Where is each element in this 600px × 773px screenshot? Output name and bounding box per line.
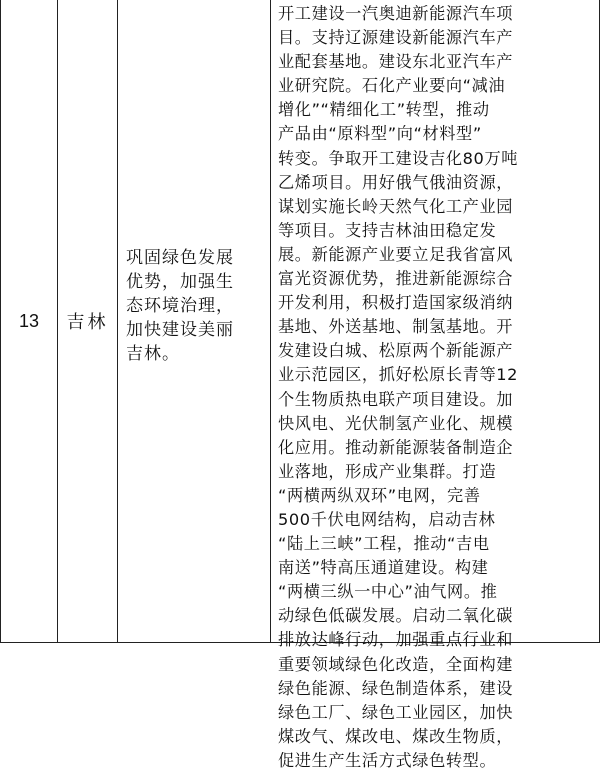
measure-line: 增化”“精细化工”转型，推动	[278, 100, 490, 120]
measure-line: 等项目。支持吉林油田稳定发	[278, 220, 497, 240]
measure-line: 业示范园区，抓好松原长青等12	[278, 365, 519, 385]
measure-line: 快风电、光伏制氢产业化、规模	[278, 413, 514, 433]
measure-line: 业研究院。石化产业要向“减油	[278, 76, 506, 96]
goal-line: 加快建设美丽	[126, 320, 234, 340]
province-name: 吉林	[66, 312, 109, 333]
measure-line: 排放达峰行动，加强重点行业和	[278, 630, 514, 650]
measure-line: 开工建设一汽奥迪新能源汽车项	[278, 4, 514, 23]
measure-line: 动绿色低碳发展。启动二氧化碳	[278, 606, 514, 626]
row-number: 13	[18, 310, 40, 331]
measure-line: 转变。争取开工建设吉化80万吨	[278, 148, 519, 168]
measure-line: 目。支持辽源建设新能源汽车产	[278, 28, 514, 48]
measure-line: “两横三纵一中心”油气网。推	[278, 582, 498, 602]
measure-line: 业落地，形成产业集群。打造	[278, 461, 497, 481]
measure-line: 富光资源优势，推进新能源综合	[278, 269, 514, 289]
measure-line: 南送”特高压通道建设。构建	[278, 558, 489, 578]
goal-line: 优势，加强生	[126, 272, 234, 292]
measure-line: 展。新能源产业要立足我省富风	[278, 244, 514, 264]
measure-line: 绿色能源、绿色制造体系，建设	[278, 678, 514, 698]
measure-line: 促进生产生活方式绿色转型。	[278, 750, 497, 770]
measure-line: 谋划实施长岭天然气化工产业园	[278, 196, 514, 216]
measure-line: “两横两纵双环”电网，完善	[278, 485, 481, 505]
measure-line: 重要领域绿色化改造，全面构建	[278, 654, 514, 674]
goal-line: 吉林。	[126, 344, 180, 364]
measures-cell	[271, 0, 599, 770]
measure-line: 个生物质热电联产项目建设。加	[278, 389, 514, 409]
goal-line: 巩固绿色发展	[126, 248, 234, 268]
measure-line: 绿色工厂、绿色工业园区，加快	[278, 702, 514, 722]
measure-line: 开发利用，积极打造国家级消纳	[278, 293, 514, 313]
measures-text	[278, 2, 593, 773]
measure-line: “陆上三峡”工程，推动“吉电	[278, 534, 490, 554]
measure-line: 基地、外送基地、制氢基地。开	[278, 317, 514, 337]
measure-line: 发建设白城、松原两个新能源产	[278, 341, 514, 361]
measure-line: 乙烯项目。用好俄气俄油资源，	[278, 172, 514, 192]
measure-line: 产品由“原料型”向“材料型”	[278, 124, 482, 144]
measure-line: 业配套基地。建设东北亚汽车产	[278, 52, 514, 72]
goal-line: 态环境治理，	[126, 296, 234, 316]
row-number-cell	[1, 0, 58, 642]
goal-cell	[118, 0, 271, 642]
province-cell	[58, 0, 118, 642]
measure-line: 化应用。推动新能源装备制造企	[278, 437, 514, 457]
measure-line: 500千伏电网结构，启动吉林	[278, 509, 496, 529]
goal-text	[126, 246, 264, 366]
measure-line: 煤改气、煤改电、煤改生物质，	[278, 726, 514, 746]
